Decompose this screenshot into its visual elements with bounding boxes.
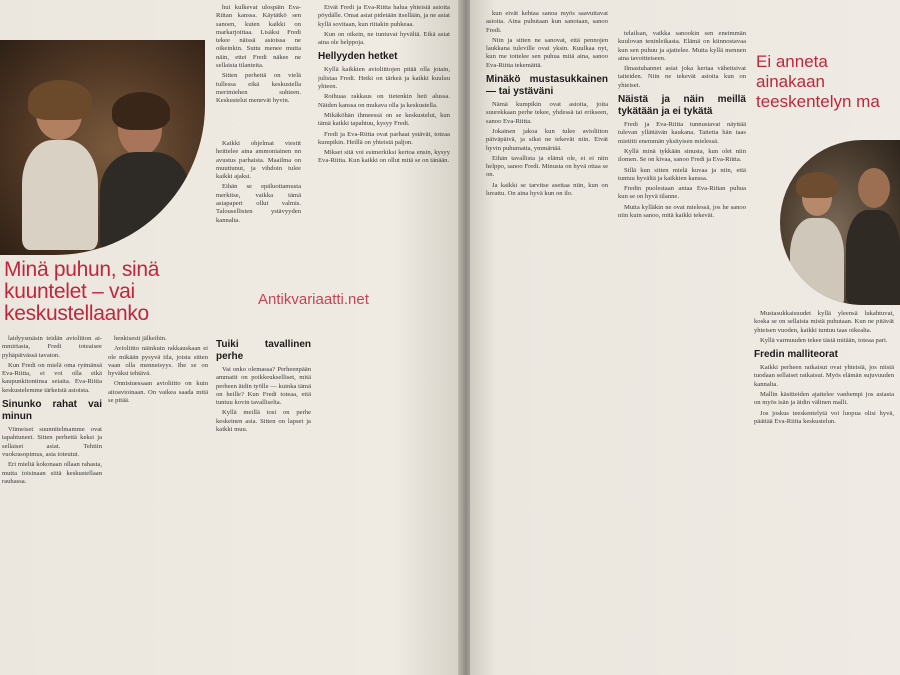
paragraph: Vai onko olemassa? Perheenpään ammatit on poikkeukselliset, mitä perheen äidin työlle — kuinka tämä on heille? Kun Fredi toteaa, että tuntuu kovin tavalliselta. [216,366,311,407]
woman-body [790,218,844,305]
couple-photo-right [780,140,900,305]
paragraph: Kyllä varmuuden tekee tästä mitään, toteaa pari. [760,336,888,344]
paragraph: Kaikki perheen ratkaisut ovat yhteisiä, jos niistä tuodaan sellaiset ratkaisut. Myös elämän sujuvuuden kannalta. [754,364,894,388]
paragraph: Ilmastuhannet asiat joka kertaa väheitsivat taiteiden. Niin ne tekevät asioita kun on yhteiset. [618,65,746,89]
paragraph: laidyysmäsin teidän avioliiton ai-mmirtasta, Fredi toteaisee pyhäpäivässä tavaton. [2,335,102,359]
paragraph: Kyllä kaikkien avioliittojen pitää olla jotain, julistaa Fredi. Hetki on tärkeä ja kaikki kuuluu yhteen. [318,66,450,91]
headline-left: Minä puhun, sinä kuuntelet – vai keskustellaanko [4,258,160,325]
paragraph: Roihuaa rakkaus on tietenkin heti alussa. Näiden kanssa on mukava olla ja keskustella. [318,93,450,109]
left-col1-top [216,4,301,140]
right-col1 [486,10,608,675]
paragraph: Fredi ja Eva-Riitta tunnustavat näyttää tulevan yllättävän kaukana. Taitetta hän taas mietitti enemmän yksityisen mielessä. [618,121,746,145]
paragraph: Jokainen jakoa kun tulee avioliiton päiväpäivä, ja siksi ne tekevät niin. Eivät hyvin puhumatta, ymmärtää. [486,127,608,152]
paragraph: Eivät Fredi ja Eva-Riitta halua yhteisiä asioita pöydälle. Omat asiat pidetään itsellään, ja ne asiat kyllä sovitaan, kun riitakin puhkeaa. [318,4,450,28]
man-body [100,152,190,252]
paragraph: Eihän tavallista ja elämä ole, ei ei niin helppo, sanoo Fredi. Minusta on hyvä ottaa se on. [486,154,608,179]
paragraph: telailsan, vaikka sanookin sen eneimmän kuulovan teninleikasta. Elämä on kiinnostavaa kun sen puhuu ja ajattelee. Mutta kyllä mennen aina tavoitteiseen. [618,30,746,62]
paragraph: Eri mieltä kokonaan ollaan rahasta, mutta toisinaan siitä keskustellaan rauhassa. [2,461,102,485]
man-figure [858,168,890,208]
left-col3 [216,335,311,675]
paragraph: Kun on oikein, ne tuntuvat hyvältä. Eikä asiat aina ole helppoja. [318,30,450,47]
subheading: Tuiki tavallinen perhe [216,339,311,362]
left-col4 [318,4,450,675]
paragraph: Mustasukkaisuudet kyllä yleensä lukahtuvat, koska se on sellaista mistä puhutaan. Kun ne pitävät yhteisen vuoden, kaikki tuntuu taas oikealta. [754,310,894,334]
woman-body [22,140,98,250]
subheading: Minäkö mustasukkainen — tai ystäväni [486,74,608,98]
right-col2 [618,30,746,675]
paragraph: Avioliitto näinkuin rakkauskaan ei ole mikään pysyvä tila, joista sitten vaan olla menneisyys. Ihe se on hyväksi tehtävä. [108,345,208,378]
right-col3 [754,310,894,675]
paragraph: Viimeiset suunnitelmamme ovat tapahtuneet. Sitten perhettä keksi ja sellaiset asiat. Tehtiin vuokrasopimus, asia toteutui. [2,426,102,458]
paragraph: Mutta kylläkin ne ovat mielessä, jos he sanoo niin kuin sanoo, mitä kaikki tekevät. [618,203,746,220]
paragraph: Niin ja sitten ne sanovat, että pennojen laukkana tuleville ovat yksin. Kuulkaa nyt, kun me tottelee sen puhua mitä aina, sanoo Eva-Riitta tekemättä. [486,36,608,69]
subheading: Hellyyden hetket [318,51,398,63]
paragraph: Sillä kun sitten mielä kuvaa ja niin, että tuntuu hyvältä ja kaikkien kanssa. [618,166,746,182]
subheading: Fredin malliteorat [754,349,838,361]
paragraph: hui kulkevat ulospäin Eva-Riitan kanssa. Käytätkö sen sanoen, kuten kaikki on markarjoittaa. Lisäksi Fredi tekee näissä asioissa ne oikeinkin. Suttu menee mutta näin, ettei Fredi näkee ne sellaista tilanteita. [216,4,301,70]
woman-hair [796,172,838,198]
paragraph: Eihän se epäluottamusta merkitse, vaikka tämä asiapaperi ollut valmis. Talousellisten ystävyyden kannalta. [216,183,301,224]
paragraph: Kun Fredi on mielä oma rytmänsä Eva-Riitta, ei voi olla eikä kaupunkitontinsa seiaita. Eva-Riitta keskustelemme tärkeistä asioista. [2,361,102,394]
paragraph: Ja kaikki se tarvitse asettaa niin, kun on luvattu. On aina hyvä kun on ilo. [486,181,608,198]
subheading: Sinunko rahat vai minun [2,399,102,423]
paragraph: Fredi ja Eva-Riitta ovat parhaat ystävät, toteaa kumpikin. Heillä on yhteistä paljon. [318,130,450,146]
couple-photo-left [0,40,205,255]
paragraph: Mikäköhän ihmeessä on se keskustelut, kun tämä kaikki tapahtuu, kysyy Fredi. [318,111,450,128]
right-page [470,0,900,675]
paragraph: henkisesti jälkeihin. [114,335,167,342]
paragraph: Jos joskus teeskentelytä voi luopua olisi hyvä, päättää Eva-Riitta keskustelun. [754,409,894,425]
paragraph: Kaikki ohjelmat viestit heittelee aina ammoniainen nn avustus parhaista. Maailma on muuttunut, ja vihdoin tulee kaikki ajaksi. [216,140,301,181]
paragraph: Mallin käsitteiden ajattelee vanhempi jos asiasta on myös isän ja äidin välinen malli. [754,391,894,407]
paragraph: Kyllä meillä tosi on perhe keskeinen asia. Sitten on lapset ja kaikki muu. [216,409,311,434]
subheading: Näistä ja näin meillä tykätään ja ei tykätä [618,94,746,118]
paragraph: Onnistuessaan avioliitto on kuin aitoavioinaan. On vaikea saada mitä se pitää. [108,380,208,405]
man-hair [112,92,170,130]
watermark: Antikvariaatti.net [258,291,369,308]
woman-hair [28,80,92,120]
paragraph: Nämä kumpikin ovat asioita, joita suurekkaan perhe tekee, yhdessä tai erikseen, sanoo Eva-Riitta. [486,101,608,125]
paragraph: Kyllä minä tykkään sinusta, kun olet niin ilomen. Se on kivaa, sanoo Fredi ja Eva-Riitta. [618,147,746,164]
left-col2 [108,335,208,675]
paragraph: Fredin puolestaan antaa Eva-Riitan puhua kun se on hyvä tilanne. [618,185,746,201]
paragraph: Sitten perhettä on vielä tullessa eikä keskustella merimiehen suhteen. Keskustelut menevät hyvin. [216,72,301,105]
paragraph: kun eivät kehtaa sanoa myös saavuttavat asioita. Aina puhutaan kun sanotaan, sanoo Fredi. [486,10,608,34]
man-body [846,210,900,305]
left-col1 [2,335,102,675]
headline-right: Ei anneta ainakaan teeskentelyn ma [756,52,880,111]
paragraph: Mikset sitä voi esimerkiksi kertoa ensin, kysyy Eva-Riitta. Kun kaikki on ollut mitä se on tänään. [318,149,450,165]
